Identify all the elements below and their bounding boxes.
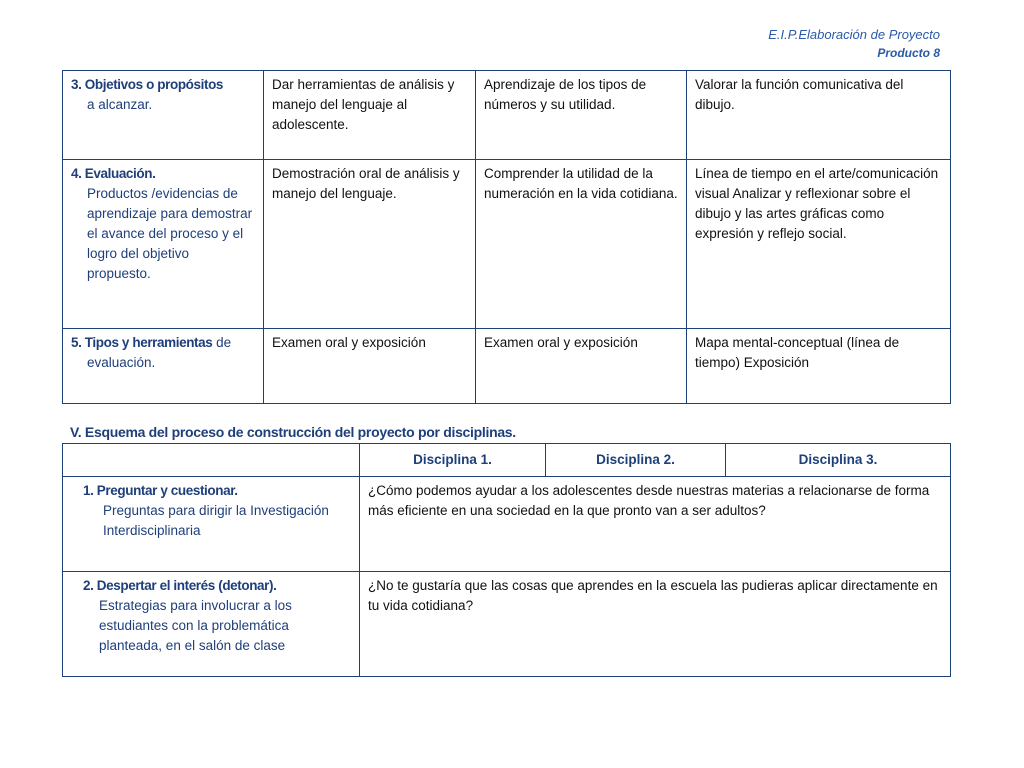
row-label (63, 477, 360, 572)
row-label-title: 5. Tipos y herramientas (71, 335, 213, 350)
project-table (62, 70, 951, 404)
row-label (63, 160, 264, 329)
table-row (63, 572, 951, 677)
row-label (63, 572, 360, 677)
row-label-sub: a alcanzar. (87, 97, 153, 112)
table-cell: Mapa mental-conceptual (línea de tiempo) Exposición (687, 329, 951, 404)
row-label-sub: Productos /evidencias de aprendizaje para demostrar el avance del proceso y el logro del objetivo propuesto. (87, 186, 253, 281)
header-cell-empty (63, 444, 360, 477)
header-cell: Disciplina 1. (360, 444, 546, 477)
table-row (63, 71, 951, 160)
table-row (63, 329, 951, 404)
row-label-title-tail: de (212, 335, 232, 350)
row-label-sub: Estrategias para involucrar a los estudiantes con la problemática planteada, en el salón de clase (99, 598, 292, 653)
table-row (63, 160, 951, 329)
header-product: Producto 8 (877, 46, 940, 60)
header-cell: Disciplina 3. (726, 444, 951, 477)
row-label-title: 4. Evaluación. (71, 166, 156, 181)
table-cell: Examen oral y exposición (264, 329, 476, 404)
disciplines-table (62, 443, 951, 677)
table-cell: Aprendizaje de los tipos de números y su utilidad. (476, 71, 687, 160)
table-header-row (63, 444, 951, 477)
table-cell: Dar herramientas de análisis y manejo del lenguaje al adolescente. (264, 71, 476, 160)
table-cell: ¿No te gustaría que las cosas que aprendes en la escuela las pudieras aplicar directamente en tu vida cotidiana? (360, 572, 951, 677)
table-cell: ¿Cómo podemos ayudar a los adolescentes desde nuestras materias a relacionarse de forma más eficiente en una sociedad en la que pronto van a ser adultos? (360, 477, 951, 572)
row-label (63, 71, 264, 160)
table-cell: Demostración oral de análisis y manejo del lenguaje. (264, 160, 476, 329)
row-label-title: 1. Preguntar y cuestionar. (83, 483, 238, 498)
header-title: E.I.P.Elaboración de Proyecto (768, 27, 940, 42)
header-cell: Disciplina 2. (546, 444, 726, 477)
row-label (63, 329, 264, 404)
table-cell: Línea de tiempo en el arte/comunicación visual Analizar y reflexionar sobre el dibujo y las artes gráficas como expresión y reflejo social. (687, 160, 951, 329)
table-cell: Valorar la función comunicativa del dibujo. (687, 71, 951, 160)
section-title: V. Esquema del proceso de construcción del proyecto por disciplinas. (70, 424, 516, 440)
row-label-sub: evaluación. (87, 355, 156, 370)
row-label-title: 2. Despertar el interés (detonar). (83, 578, 277, 593)
row-label-title: 3. Objetivos o propósitos (71, 77, 224, 92)
row-label-sub: Preguntas para dirigir la Investigación Interdisciplinaria (103, 503, 329, 538)
table-cell: Comprender la utilidad de la numeración en la vida cotidiana. (476, 160, 687, 329)
table-cell: Examen oral y exposición (476, 329, 687, 404)
table-row (63, 477, 951, 572)
document-header (768, 26, 940, 62)
